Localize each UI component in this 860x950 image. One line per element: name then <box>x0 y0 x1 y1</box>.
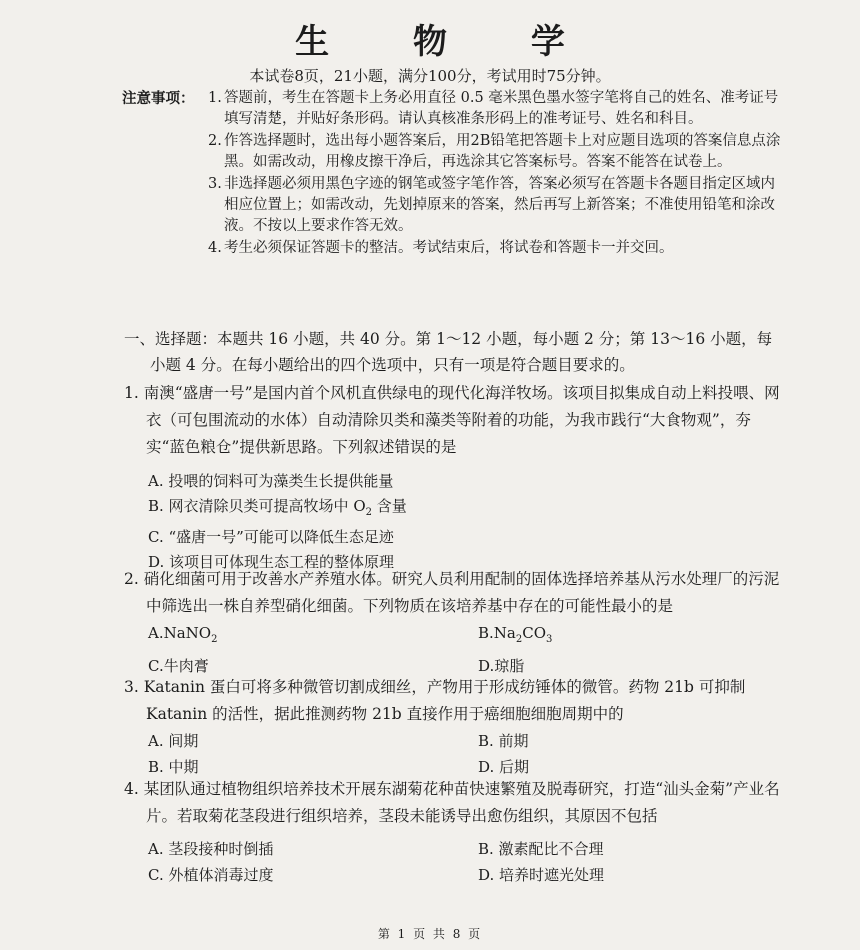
option-c: B. 中期 <box>148 758 199 776</box>
note-text: 非选择题必须用黑色字迹的钢笔或签字笔作答，答案必须写在答题卡各题目指定区域内相应位置上；如需改动，先划掉原来的答案，然后再写上新答案；不准使用铅笔和涂改液。不按以上要求作答无效。 <box>224 176 775 234</box>
option-a: A. 投喂的饲料可为藻类生长提供能量 <box>148 472 394 490</box>
note-num: 1. <box>208 90 222 106</box>
notes-label: 注意事项： <box>122 90 195 107</box>
option-b-suffix: 含量 <box>372 497 407 515</box>
option-b <box>124 494 784 525</box>
question-3 <box>124 674 784 780</box>
page-title: 生 物 学 <box>295 22 601 62</box>
option-b-suffix: CO <box>522 624 547 642</box>
option-c: C. 外植体消毒过度 <box>148 866 274 884</box>
notes-block <box>124 88 784 259</box>
option-b-text: B. 网衣清除贝类可提高牧场中 O <box>148 497 366 515</box>
option-d: D. 该项目可体现生态工程的整体原理 <box>148 553 395 571</box>
question-2 <box>124 566 784 679</box>
note-item <box>124 238 784 259</box>
subscript: 2 <box>365 507 373 518</box>
option-d: D. 后期 <box>478 758 530 776</box>
note-text: 考生必须保证答题卡的整洁。考试结束后，将试卷和答题卡一并交回。 <box>224 240 674 256</box>
option-a: A. 茎段接种时倒插 <box>148 840 274 858</box>
subscript: 2 <box>211 634 218 645</box>
option-d: D. 培养时遮光处理 <box>478 866 605 884</box>
note-text: 答题前，考生在答题卡上务必用直径 0.5 毫米黑色墨水签字笔将自己的姓名、准考证号填写清楚，并贴好条形码。请认真核准条形码上的准考证号、姓名和科目。 <box>224 90 779 127</box>
question-stem: 2. 硝化细菌可用于改善水产养殖水体。研究人员利用配制的固体选择培养基从污水处理厂的污泥中筛选出一株自养型硝化细菌。下列物质在该培养基中存在的可能性最小的是 <box>124 570 780 615</box>
question-stem: 1. 南澳“盛唐一号”是国内首个风机直供绿电的现代化海洋牧场。该项目拟集成自动上料投喂、网衣（可包围流动的水体）自动清除贝类和藻类等附着的功能，为我市践行“大食物观”，夯实“蓝色粮仓”提供新思路。下列叙述错误的是 <box>124 384 780 456</box>
note-text: 作答选择题时，选出每小题答案后，用2B铅笔把答题卡上对应题目选项的答案信息点涂黑。如需改动，用橡皮擦干净后，再选涂其它答案标号。答案不能答在试卷上。 <box>224 133 781 170</box>
exam-info: 本试卷8页，21小题，满分100分，考试用时75分钟。 <box>249 67 611 85</box>
options-grid <box>124 728 784 780</box>
option-b-text: B.Na <box>478 624 516 642</box>
note-num: 4. <box>208 240 222 256</box>
option-c: C. “盛唐一号”可能可以降低生态足迹 <box>148 528 394 546</box>
question-4 <box>124 776 784 888</box>
note-num: 3. <box>208 176 222 192</box>
question-stem: 3. Katanin 蛋白可将多种微管切割成细丝，产物用于形成纺锤体的微管。药物 21b 可抑制 Katanin 的活性，据此推测药物 21b 直接作用于癌细胞细胞周期中的 <box>124 678 746 723</box>
subscript: 3 <box>546 634 553 645</box>
options-grid <box>124 620 784 679</box>
option-b: B. 激素配比不合理 <box>478 840 604 858</box>
options-grid <box>124 836 784 888</box>
note-item <box>124 174 784 237</box>
option-b: B. 前期 <box>478 732 529 750</box>
option-b <box>478 620 808 653</box>
option-a <box>148 620 478 653</box>
page-footer: 第 1 页 共 8 页 <box>377 927 483 941</box>
note-item <box>124 131 784 173</box>
question-stem: 4. 某团队通过植物组织培养技术开展东湖菊花种苗快速繁殖及脱毒研究，打造“汕头金菊”产业名片。若取菊花茎段进行组织培养，茎段未能诱导出愈伤组织，其原因不包括 <box>124 780 780 825</box>
subscript: 2 <box>515 634 523 645</box>
option-a: A. 间期 <box>148 732 199 750</box>
question-1 <box>124 380 784 575</box>
note-num: 2. <box>208 133 222 149</box>
option-a-text: A.NaNO <box>148 624 212 642</box>
option-c: C.牛肉膏 <box>148 657 209 675</box>
section-heading: 一、选择题：本题共 16 小题，共 40 分。第 1～12 小题，每小题 2 分；第 13～16 小题，每小题 4 分。在每小题给出的四个选项中，只有一项是符合题目要求的。 <box>124 330 773 374</box>
note-item <box>124 88 784 130</box>
option-d: D.琼脂 <box>478 657 525 675</box>
